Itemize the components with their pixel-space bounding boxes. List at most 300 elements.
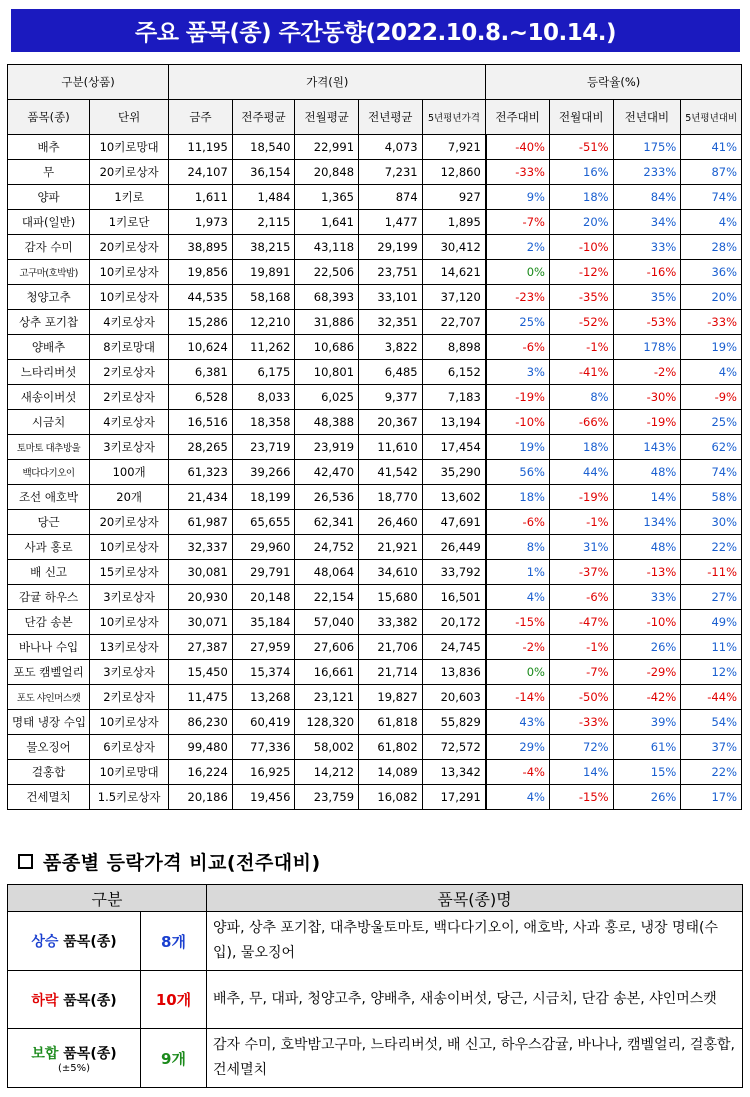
price-this-week: 20,186: [169, 785, 233, 810]
item-unit: 100개: [90, 460, 169, 485]
item-unit: 4키로상자: [90, 310, 169, 335]
item-name: 포도 캠벨얼리: [8, 660, 90, 685]
rate-vs-five-year: 4%: [681, 210, 742, 235]
category-down: 하락 품목(종): [8, 971, 141, 1029]
item-unit: 8키로망대: [90, 335, 169, 360]
item-unit: 6키로상자: [90, 735, 169, 760]
price-prev-week-avg: 27,959: [232, 635, 295, 660]
rate-vs-prev-month: -10%: [549, 235, 613, 260]
price-prev-month-avg: 16,661: [295, 660, 359, 685]
rate-vs-prev-year: 39%: [613, 710, 681, 735]
rate-vs-prev-week: -40%: [486, 135, 550, 160]
price-prev-week-avg: 60,419: [232, 710, 295, 735]
rate-vs-prev-month: -7%: [549, 660, 613, 685]
table-row: [8, 310, 742, 335]
price-this-week: 15,450: [169, 660, 233, 685]
item-unit: 3키로상자: [90, 435, 169, 460]
price-prev-week-avg: 65,655: [232, 510, 295, 535]
item-unit: 20개: [90, 485, 169, 510]
rate-vs-prev-month: -41%: [549, 360, 613, 385]
price-five-year-avg: 37,120: [422, 285, 486, 310]
item-name: 새송이버섯: [8, 385, 90, 410]
price-five-year-avg: 17,291: [422, 785, 486, 810]
rate-vs-prev-week: 25%: [486, 310, 550, 335]
rate-vs-prev-month: 44%: [549, 460, 613, 485]
header-vs-prev-week: 전주대비: [486, 100, 550, 135]
count-down: 10개: [141, 971, 207, 1029]
price-five-year-avg: 7,921: [422, 135, 486, 160]
rate-vs-prev-year: 84%: [613, 185, 681, 210]
table-row: [8, 410, 742, 435]
item-unit: 10키로망대: [90, 760, 169, 785]
rate-vs-prev-week: -19%: [486, 385, 550, 410]
item-unit: 10키로상자: [90, 285, 169, 310]
rate-vs-prev-year: 35%: [613, 285, 681, 310]
price-this-week: 38,895: [169, 235, 233, 260]
price-prev-week-avg: 6,175: [232, 360, 295, 385]
price-prev-month-avg: 23,121: [295, 685, 359, 710]
table-row: [8, 285, 742, 310]
rate-vs-five-year: 4%: [681, 360, 742, 385]
rate-vs-prev-week: -7%: [486, 210, 550, 235]
price-prev-year-avg: 29,199: [359, 235, 423, 260]
price-this-week: 44,535: [169, 285, 233, 310]
rate-vs-prev-week: -4%: [486, 760, 550, 785]
price-prev-year-avg: 19,827: [359, 685, 423, 710]
item-unit: 1.5키로상자: [90, 785, 169, 810]
price-this-week: 1,973: [169, 210, 233, 235]
price-prev-week-avg: 29,791: [232, 560, 295, 585]
price-prev-month-avg: 22,506: [295, 260, 359, 285]
price-prev-month-avg: 43,118: [295, 235, 359, 260]
price-prev-year-avg: 21,921: [359, 535, 423, 560]
rate-vs-prev-week: -6%: [486, 335, 550, 360]
price-prev-week-avg: 29,960: [232, 535, 295, 560]
price-prev-week-avg: 77,336: [232, 735, 295, 760]
price-prev-year-avg: 9,377: [359, 385, 423, 410]
price-five-year-avg: 16,501: [422, 585, 486, 610]
item-name: 대파(일반): [8, 210, 90, 235]
price-prev-year-avg: 15,680: [359, 585, 423, 610]
table-row: [8, 560, 742, 585]
rate-vs-prev-week: 4%: [486, 585, 550, 610]
rate-vs-prev-year: -13%: [613, 560, 681, 585]
header-prev-month-avg: 전월평균: [295, 100, 359, 135]
header-vs-prev-month: 전월대비: [549, 100, 613, 135]
price-prev-month-avg: 24,752: [295, 535, 359, 560]
item-name: 고구마(호박밤): [8, 260, 90, 285]
item-unit: 15키로상자: [90, 560, 169, 585]
price-prev-month-avg: 48,388: [295, 410, 359, 435]
count-hold: 9개: [141, 1029, 207, 1088]
comparison-header-category: 구분: [8, 885, 207, 912]
item-name: 단감 송본: [8, 610, 90, 635]
rate-vs-five-year: -11%: [681, 560, 742, 585]
header-prev-year-avg: 전년평균: [359, 100, 423, 135]
price-prev-month-avg: 10,686: [295, 335, 359, 360]
rate-vs-prev-month: -52%: [549, 310, 613, 335]
price-prev-year-avg: 3,822: [359, 335, 423, 360]
item-name: 토마토 대추방울: [8, 435, 90, 460]
rate-vs-five-year: 25%: [681, 410, 742, 435]
weekly-price-table: [7, 64, 742, 810]
price-five-year-avg: 1,895: [422, 210, 486, 235]
table-row: [8, 535, 742, 560]
price-five-year-avg: 24,745: [422, 635, 486, 660]
price-five-year-avg: 47,691: [422, 510, 486, 535]
rate-vs-prev-month: -1%: [549, 635, 613, 660]
price-prev-year-avg: 16,082: [359, 785, 423, 810]
price-this-week: 19,856: [169, 260, 233, 285]
price-prev-year-avg: 34,610: [359, 560, 423, 585]
price-prev-week-avg: 1,484: [232, 185, 295, 210]
item-name: 느타리버섯: [8, 360, 90, 385]
item-unit: 3키로상자: [90, 660, 169, 685]
item-name: 상추 포기찹: [8, 310, 90, 335]
checkbox-icon: [18, 854, 33, 869]
table-row: [8, 585, 742, 610]
item-unit: 20키로상자: [90, 510, 169, 535]
price-this-week: 61,987: [169, 510, 233, 535]
price-prev-year-avg: 33,101: [359, 285, 423, 310]
comparison-section-title: [18, 848, 321, 875]
price-this-week: 99,480: [169, 735, 233, 760]
price-five-year-avg: 13,602: [422, 485, 486, 510]
price-prev-year-avg: 26,460: [359, 510, 423, 535]
price-five-year-avg: 55,829: [422, 710, 486, 735]
rate-vs-prev-year: -42%: [613, 685, 681, 710]
rate-vs-prev-week: -23%: [486, 285, 550, 310]
price-prev-week-avg: 19,891: [232, 260, 295, 285]
rate-vs-five-year: 22%: [681, 760, 742, 785]
rate-vs-prev-week: 43%: [486, 710, 550, 735]
rate-vs-five-year: 12%: [681, 660, 742, 685]
rate-vs-prev-year: 48%: [613, 535, 681, 560]
price-this-week: 30,071: [169, 610, 233, 635]
comparison-header-items: 품목(종)명: [207, 885, 743, 912]
price-prev-week-avg: 8,033: [232, 385, 295, 410]
header-vs-five-year: 5년평년대비: [681, 100, 742, 135]
rate-vs-prev-year: -16%: [613, 260, 681, 285]
rate-vs-prev-year: -19%: [613, 410, 681, 435]
price-this-week: 32,337: [169, 535, 233, 560]
rate-vs-prev-week: -33%: [486, 160, 550, 185]
price-five-year-avg: 35,290: [422, 460, 486, 485]
price-prev-week-avg: 11,262: [232, 335, 295, 360]
rate-vs-prev-week: -15%: [486, 610, 550, 635]
price-five-year-avg: 927: [422, 185, 486, 210]
item-name: 당근: [8, 510, 90, 535]
price-this-week: 11,475: [169, 685, 233, 710]
rate-vs-five-year: -44%: [681, 685, 742, 710]
item-name: 배 신고: [8, 560, 90, 585]
rate-vs-prev-year: 33%: [613, 235, 681, 260]
rate-vs-prev-week: -2%: [486, 635, 550, 660]
price-this-week: 28,265: [169, 435, 233, 460]
rate-vs-five-year: 28%: [681, 235, 742, 260]
price-this-week: 1,611: [169, 185, 233, 210]
price-prev-year-avg: 18,770: [359, 485, 423, 510]
rate-vs-prev-year: 26%: [613, 635, 681, 660]
price-five-year-avg: 26,449: [422, 535, 486, 560]
rate-vs-five-year: 74%: [681, 185, 742, 210]
rate-vs-prev-year: -10%: [613, 610, 681, 635]
price-prev-year-avg: 7,231: [359, 160, 423, 185]
rate-vs-prev-month: -50%: [549, 685, 613, 710]
price-prev-week-avg: 18,358: [232, 410, 295, 435]
item-name: 무: [8, 160, 90, 185]
rate-vs-prev-year: -2%: [613, 360, 681, 385]
price-five-year-avg: 12,860: [422, 160, 486, 185]
price-rows: [8, 135, 742, 810]
rate-vs-prev-year: -30%: [613, 385, 681, 410]
rate-vs-prev-week: 9%: [486, 185, 550, 210]
header-vs-prev-year: 전년대비: [613, 100, 681, 135]
price-five-year-avg: 17,454: [422, 435, 486, 460]
rate-vs-five-year: 87%: [681, 160, 742, 185]
header-five-year-avg: 5년평년가격: [422, 100, 486, 135]
item-unit: 1키로: [90, 185, 169, 210]
price-prev-year-avg: 21,714: [359, 660, 423, 685]
item-unit: 10키로망대: [90, 135, 169, 160]
table-row: [8, 660, 742, 685]
rate-vs-five-year: 41%: [681, 135, 742, 160]
rate-vs-prev-month: 72%: [549, 735, 613, 760]
table-row: [8, 385, 742, 410]
item-name: 백다다기오이: [8, 460, 90, 485]
item-unit: 1키로단: [90, 210, 169, 235]
price-this-week: 27,387: [169, 635, 233, 660]
item-name: 포도 샤인머스캣: [8, 685, 90, 710]
item-name: 양배추: [8, 335, 90, 360]
price-this-week: 21,434: [169, 485, 233, 510]
price-prev-month-avg: 128,320: [295, 710, 359, 735]
rate-vs-prev-week: 1%: [486, 560, 550, 585]
price-prev-year-avg: 61,802: [359, 735, 423, 760]
price-prev-week-avg: 18,540: [232, 135, 295, 160]
page-title: 주요 품목(종) 주간동향(2022.10.8.~10.14.): [11, 9, 740, 52]
rate-vs-prev-month: -6%: [549, 585, 613, 610]
rate-vs-prev-month: -37%: [549, 560, 613, 585]
table-row: [8, 135, 742, 160]
price-five-year-avg: 72,572: [422, 735, 486, 760]
price-prev-year-avg: 11,610: [359, 435, 423, 460]
price-this-week: 6,528: [169, 385, 233, 410]
item-name: 시금치: [8, 410, 90, 435]
price-this-week: 20,930: [169, 585, 233, 610]
rate-vs-five-year: 58%: [681, 485, 742, 510]
rate-vs-five-year: 49%: [681, 610, 742, 635]
item-name: 감귤 하우스: [8, 585, 90, 610]
table-row: [8, 210, 742, 235]
price-prev-month-avg: 57,040: [295, 610, 359, 635]
count-up: 8개: [141, 912, 207, 971]
price-this-week: 10,624: [169, 335, 233, 360]
item-unit: 13키로상자: [90, 635, 169, 660]
item-unit: 3키로상자: [90, 585, 169, 610]
header-item: 품목(종): [8, 100, 90, 135]
price-this-week: 86,230: [169, 710, 233, 735]
price-five-year-avg: 33,792: [422, 560, 486, 585]
price-five-year-avg: 13,836: [422, 660, 486, 685]
comparison-table: [7, 884, 743, 1088]
price-prev-year-avg: 20,367: [359, 410, 423, 435]
rate-vs-prev-month: 18%: [549, 435, 613, 460]
price-prev-year-avg: 1,477: [359, 210, 423, 235]
rate-vs-prev-year: 233%: [613, 160, 681, 185]
item-unit: 2키로상자: [90, 360, 169, 385]
table-row: [8, 760, 742, 785]
price-five-year-avg: 30,412: [422, 235, 486, 260]
item-unit: 10키로상자: [90, 535, 169, 560]
price-five-year-avg: 6,152: [422, 360, 486, 385]
item-name: 조선 애호박: [8, 485, 90, 510]
item-unit: 4키로상자: [90, 410, 169, 435]
price-five-year-avg: 20,603: [422, 685, 486, 710]
rate-vs-prev-year: 14%: [613, 485, 681, 510]
price-this-week: 16,516: [169, 410, 233, 435]
price-prev-year-avg: 14,089: [359, 760, 423, 785]
item-name: 건세멸치: [8, 785, 90, 810]
header-unit: 단위: [90, 100, 169, 135]
price-prev-year-avg: 4,073: [359, 135, 423, 160]
rate-vs-prev-year: 15%: [613, 760, 681, 785]
price-prev-year-avg: 33,382: [359, 610, 423, 635]
rate-vs-prev-month: -19%: [549, 485, 613, 510]
price-prev-year-avg: 21,706: [359, 635, 423, 660]
price-five-year-avg: 7,183: [422, 385, 486, 410]
price-prev-week-avg: 36,154: [232, 160, 295, 185]
item-name: 양파: [8, 185, 90, 210]
price-prev-year-avg: 32,351: [359, 310, 423, 335]
price-this-week: 16,224: [169, 760, 233, 785]
table-row: [8, 510, 742, 535]
table-row: [8, 610, 742, 635]
rate-vs-prev-month: -1%: [549, 335, 613, 360]
table-row: [8, 635, 742, 660]
price-prev-month-avg: 20,848: [295, 160, 359, 185]
header-group-price: 가격(원): [169, 65, 486, 100]
price-this-week: 30,081: [169, 560, 233, 585]
price-prev-month-avg: 1,641: [295, 210, 359, 235]
price-prev-week-avg: 12,210: [232, 310, 295, 335]
table-row: [8, 735, 742, 760]
rate-vs-five-year: 74%: [681, 460, 742, 485]
rate-vs-prev-month: 14%: [549, 760, 613, 785]
item-name: 감자 수미: [8, 235, 90, 260]
rate-vs-prev-month: -12%: [549, 260, 613, 285]
rate-vs-prev-week: 0%: [486, 260, 550, 285]
price-prev-month-avg: 58,002: [295, 735, 359, 760]
item-unit: 2키로상자: [90, 385, 169, 410]
item-unit: 20키로상자: [90, 235, 169, 260]
rate-vs-prev-year: 134%: [613, 510, 681, 535]
item-name: 걸홍합: [8, 760, 90, 785]
rate-vs-prev-week: 4%: [486, 785, 550, 810]
item-name: 바나나 수입: [8, 635, 90, 660]
rate-vs-prev-month: 18%: [549, 185, 613, 210]
table-row: [8, 260, 742, 285]
rate-vs-five-year: 11%: [681, 635, 742, 660]
rate-vs-prev-week: 8%: [486, 535, 550, 560]
price-five-year-avg: 8,898: [422, 335, 486, 360]
rate-vs-prev-year: 143%: [613, 435, 681, 460]
rate-vs-prev-year: 61%: [613, 735, 681, 760]
rate-vs-five-year: 19%: [681, 335, 742, 360]
rate-vs-five-year: 17%: [681, 785, 742, 810]
price-prev-week-avg: 16,925: [232, 760, 295, 785]
table-row: [8, 360, 742, 385]
price-prev-year-avg: 874: [359, 185, 423, 210]
price-prev-month-avg: 1,365: [295, 185, 359, 210]
price-prev-month-avg: 22,991: [295, 135, 359, 160]
rate-vs-five-year: 62%: [681, 435, 742, 460]
rate-vs-prev-year: 26%: [613, 785, 681, 810]
table-row: [8, 160, 742, 185]
item-name: 사과 홍로: [8, 535, 90, 560]
price-prev-month-avg: 68,393: [295, 285, 359, 310]
rate-vs-prev-year: -53%: [613, 310, 681, 335]
price-prev-year-avg: 23,751: [359, 260, 423, 285]
rate-vs-prev-month: 16%: [549, 160, 613, 185]
item-unit: 10키로상자: [90, 610, 169, 635]
price-prev-month-avg: 62,341: [295, 510, 359, 535]
rate-vs-five-year: 30%: [681, 510, 742, 535]
price-prev-month-avg: 23,919: [295, 435, 359, 460]
price-this-week: 11,195: [169, 135, 233, 160]
table-row: [8, 335, 742, 360]
table-row: [8, 435, 742, 460]
price-five-year-avg: 20,172: [422, 610, 486, 635]
rate-vs-prev-week: 19%: [486, 435, 550, 460]
header-prev-week-avg: 전주평균: [232, 100, 295, 135]
price-five-year-avg: 22,707: [422, 310, 486, 335]
category-hold: 보합 품목(종) (±5%): [8, 1029, 141, 1088]
rate-vs-prev-month: -35%: [549, 285, 613, 310]
items-hold: 감자 수미, 호박밤고구마, 느타리버섯, 배 신고, 하우스감귤, 바나나, 캠벨얼리, 걸홍합, 건세멸치: [207, 1029, 743, 1088]
price-prev-year-avg: 41,542: [359, 460, 423, 485]
price-prev-week-avg: 2,115: [232, 210, 295, 235]
rate-vs-five-year: -9%: [681, 385, 742, 410]
price-prev-week-avg: 23,719: [232, 435, 295, 460]
price-prev-year-avg: 61,818: [359, 710, 423, 735]
rate-vs-prev-month: -15%: [549, 785, 613, 810]
price-prev-month-avg: 23,759: [295, 785, 359, 810]
price-prev-week-avg: 15,374: [232, 660, 295, 685]
price-prev-month-avg: 42,470: [295, 460, 359, 485]
price-prev-month-avg: 6,025: [295, 385, 359, 410]
rate-vs-prev-week: 18%: [486, 485, 550, 510]
rate-vs-prev-month: -66%: [549, 410, 613, 435]
price-prev-year-avg: 6,485: [359, 360, 423, 385]
rate-vs-prev-year: 33%: [613, 585, 681, 610]
rate-vs-five-year: 36%: [681, 260, 742, 285]
price-prev-week-avg: 13,268: [232, 685, 295, 710]
header-this-week: 금주: [169, 100, 233, 135]
price-five-year-avg: 13,342: [422, 760, 486, 785]
item-unit: 2키로상자: [90, 685, 169, 710]
price-prev-month-avg: 27,606: [295, 635, 359, 660]
rate-vs-prev-month: -47%: [549, 610, 613, 635]
rate-vs-five-year: 27%: [681, 585, 742, 610]
item-name: 배추: [8, 135, 90, 160]
price-prev-month-avg: 26,536: [295, 485, 359, 510]
rate-vs-prev-month: 8%: [549, 385, 613, 410]
item-name: 물오징어: [8, 735, 90, 760]
price-prev-week-avg: 38,215: [232, 235, 295, 260]
hold-threshold-note: (±5%): [57, 1062, 91, 1074]
price-prev-week-avg: 19,456: [232, 785, 295, 810]
